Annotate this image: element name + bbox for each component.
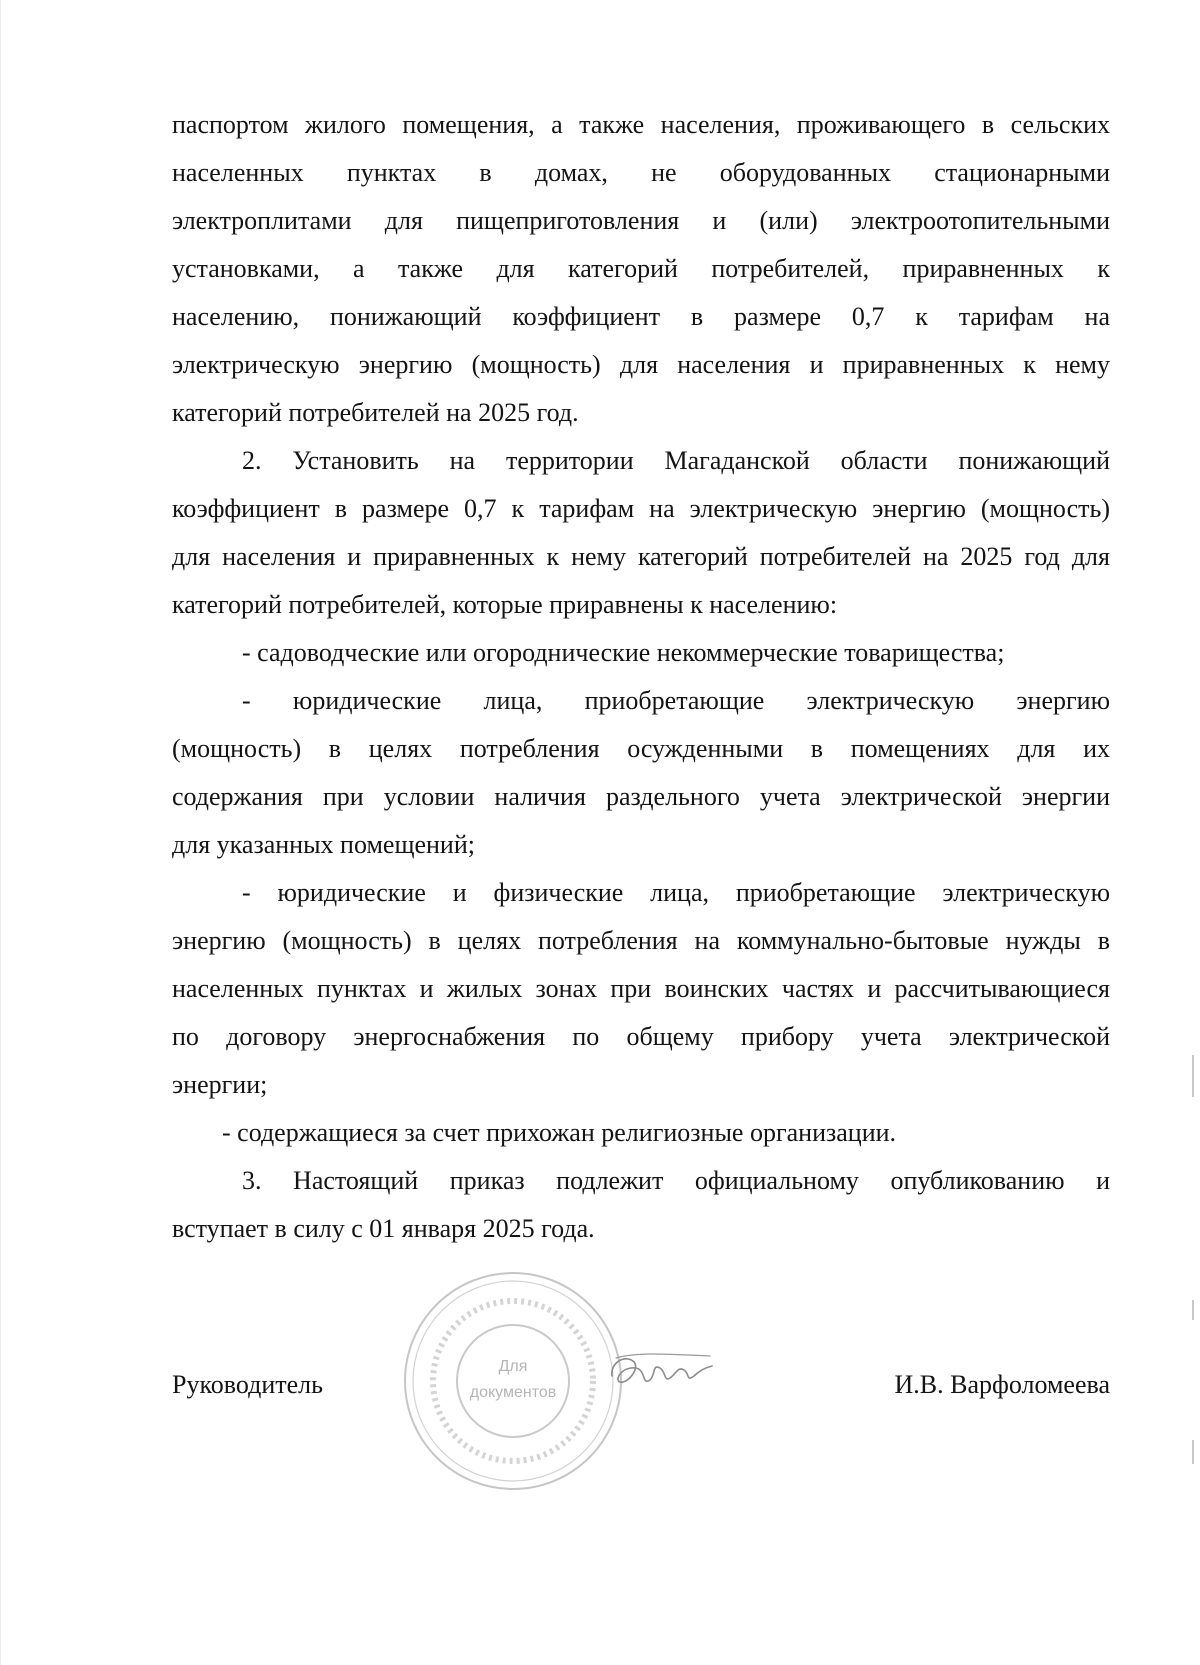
body-text-line: - юридические и физические лица, приобретающие электрическую	[242, 878, 1110, 907]
stamp-text-line2: документов	[469, 1384, 557, 1401]
body-text-line: установками, а также для категорий потребителей, приравненных к	[172, 254, 1110, 283]
body-text-line: (мощность) в целях потребления осужденными в помещениях для их	[172, 734, 1110, 763]
stamp-text-line1: Для	[498, 1358, 528, 1375]
body-text-line: 3. Настоящий приказ подлежит официальному опубликованию и	[242, 1166, 1110, 1195]
body-text-line: по договору энергоснабжения по общему прибору учета электрической	[172, 1022, 1110, 1051]
body-text-line: вступает в силу с 01 января 2025 года.	[172, 1214, 595, 1243]
scan-edge-line	[0, 0, 1, 1665]
body-text-line: электрическую энергию (мощность) для населения и приравненных к нему	[172, 350, 1110, 379]
body-text-line: населенных пунктах и жилых зонах при воинских частях и рассчитывающиеся	[172, 974, 1110, 1003]
body-text-line: категорий потребителей, которые приравнены к населению:	[172, 590, 838, 619]
body-text-line: категорий потребителей на 2025 год.	[172, 398, 579, 427]
signatory-name: И.В. Варфоломеева	[894, 1370, 1110, 1399]
body-text-line: для указанных помещений;	[172, 830, 475, 859]
body-text-line: для населения и приравненных к нему категорий потребителей на 2025 год для	[172, 542, 1110, 571]
body-text-line: паспортом жилого помещения, а также населения, проживающего в сельских	[172, 110, 1110, 139]
signatory-title: Руководитель	[172, 1370, 323, 1399]
body-text-line: электроплитами для пищеприготовления и (или) электроотопительными	[172, 206, 1110, 235]
body-text-line: энергию (мощность) в целях потребления на коммунально-бытовые нужды в	[172, 926, 1110, 955]
scan-edge-mark	[1192, 1300, 1194, 1320]
body-text-line: энергии;	[172, 1070, 268, 1099]
body-text-line: - юридические лица, приобретающие электрическую энергию	[242, 686, 1110, 715]
body-text-line: коэффициент в размере 0,7 к тарифам на электрическую энергию (мощность)	[172, 494, 1110, 523]
handwritten-signature	[606, 1346, 716, 1396]
body-text-line: содержания при условии наличия раздельного учета электрической энергии	[172, 782, 1110, 811]
scan-edge-mark	[1192, 1440, 1194, 1464]
round-seal-stamp	[402, 1270, 624, 1492]
body-text-line: населению, понижающий коэффициент в размере 0,7 к тарифам на	[172, 302, 1110, 331]
body-text-line: населенных пунктах в домах, не оборудованных стационарными	[172, 158, 1110, 187]
body-text-line: - садоводческие или огороднические некоммерческие товарищества;	[242, 638, 1005, 667]
body-text-line: - содержащиеся за счет прихожан религиозные организации.	[222, 1118, 897, 1147]
body-text-line: 2. Установить на территории Магаданской области понижающий	[242, 446, 1110, 475]
scan-edge-mark	[1192, 1055, 1194, 1097]
